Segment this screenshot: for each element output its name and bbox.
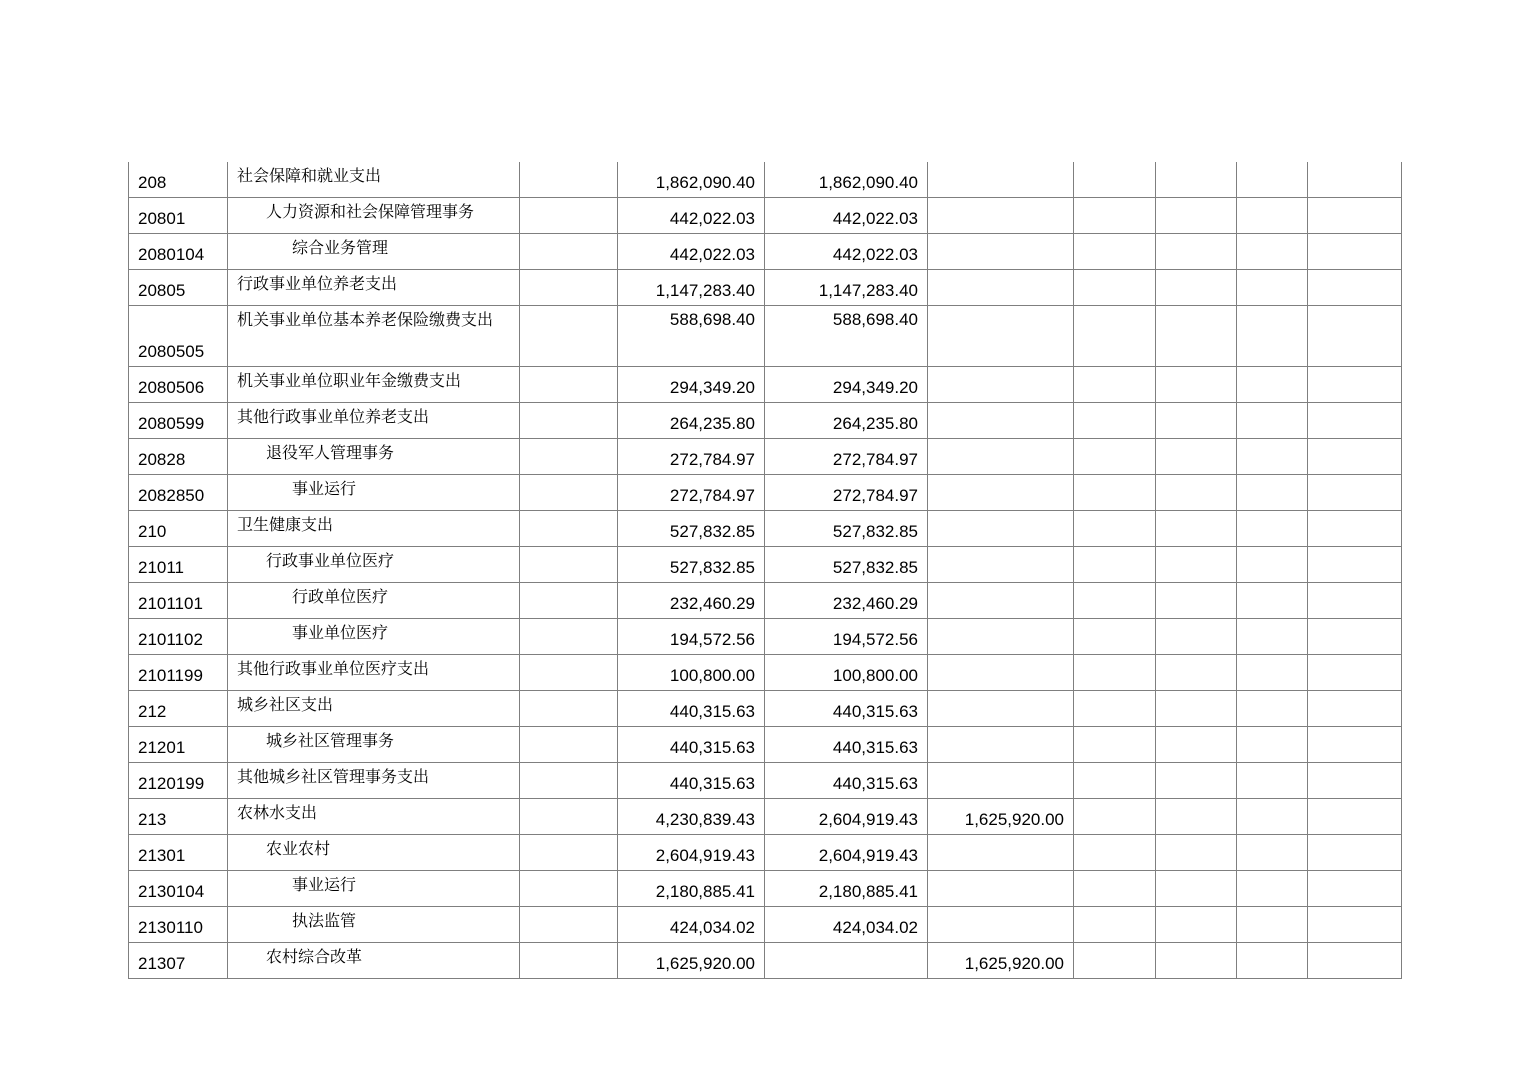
row-code: 2130110 [129,907,228,943]
row-basic-amount: 527,832.85 [765,511,928,547]
table-row [129,763,1402,799]
row-col10-cell [1308,403,1402,439]
row-col10-cell [1308,511,1402,547]
row-col9-cell [1237,511,1308,547]
row-total-amount: 4,230,839.43 [618,799,765,835]
row-total-amount: 1,147,283.40 [618,270,765,306]
row-col8-cell [1156,198,1237,234]
row-basic-amount: 424,034.02 [765,907,928,943]
row-col7-cell [1074,403,1156,439]
row-col9-cell [1237,691,1308,727]
row-code: 210 [129,511,228,547]
table-row [129,234,1402,270]
row-col9-cell [1237,727,1308,763]
row-col3-cell [520,162,618,198]
table-row [129,727,1402,763]
row-col3-cell [520,871,618,907]
row-code: 2080104 [129,234,228,270]
row-project-amount [928,691,1074,727]
row-basic-amount: 272,784.97 [765,475,928,511]
row-col8-cell [1156,763,1237,799]
row-col3-cell [520,799,618,835]
row-total-amount: 442,022.03 [618,234,765,270]
row-basic-amount: 264,235.80 [765,403,928,439]
row-col10-cell [1308,871,1402,907]
table-row [129,583,1402,619]
row-name: 事业单位医疗 [228,619,520,655]
row-project-amount [928,306,1074,367]
row-col3-cell [520,727,618,763]
row-col9-cell [1237,234,1308,270]
row-name: 其他行政事业单位医疗支出 [228,655,520,691]
row-code: 213 [129,799,228,835]
row-col10-cell [1308,727,1402,763]
row-total-amount: 1,625,920.00 [618,943,765,979]
row-project-amount [928,583,1074,619]
table-row [129,943,1402,979]
row-basic-amount: 2,604,919.43 [765,799,928,835]
row-total-amount: 440,315.63 [618,727,765,763]
row-col9-cell [1237,835,1308,871]
row-code: 21201 [129,727,228,763]
row-col3-cell [520,475,618,511]
row-col9-cell [1237,799,1308,835]
row-project-amount [928,547,1074,583]
row-basic-amount: 442,022.03 [765,234,928,270]
row-project-amount [928,907,1074,943]
row-basic-amount: 194,572.56 [765,619,928,655]
row-col7-cell [1074,727,1156,763]
row-col3-cell [520,655,618,691]
row-col8-cell [1156,234,1237,270]
table-row [129,403,1402,439]
row-col9-cell [1237,475,1308,511]
row-code: 20805 [129,270,228,306]
row-total-amount: 232,460.29 [618,583,765,619]
row-col7-cell [1074,511,1156,547]
row-col3-cell [520,943,618,979]
row-col7-cell [1074,799,1156,835]
row-total-amount: 527,832.85 [618,511,765,547]
row-code: 21301 [129,835,228,871]
table-row [129,799,1402,835]
row-col9-cell [1237,943,1308,979]
row-project-amount [928,198,1074,234]
row-col10-cell [1308,835,1402,871]
row-project-amount [928,234,1074,270]
row-col3-cell [520,763,618,799]
row-name: 卫生健康支出 [228,511,520,547]
row-col7-cell [1074,234,1156,270]
row-col8-cell [1156,511,1237,547]
row-col7-cell [1074,583,1156,619]
row-total-amount: 1,862,090.40 [618,162,765,198]
row-col3-cell [520,198,618,234]
row-name: 其他城乡社区管理事务支出 [228,763,520,799]
row-col7-cell [1074,306,1156,367]
row-col10-cell [1308,691,1402,727]
row-col8-cell [1156,835,1237,871]
table-row [129,547,1402,583]
row-name: 社会保障和就业支出 [228,162,520,198]
row-col10-cell [1308,475,1402,511]
row-col9-cell [1237,907,1308,943]
row-col10-cell [1308,234,1402,270]
row-col8-cell [1156,306,1237,367]
row-project-amount: 1,625,920.00 [928,943,1074,979]
row-basic-amount: 232,460.29 [765,583,928,619]
table-row [129,871,1402,907]
table-row [129,655,1402,691]
row-col8-cell [1156,403,1237,439]
row-total-amount: 2,604,919.43 [618,835,765,871]
row-col8-cell [1156,547,1237,583]
row-col8-cell [1156,871,1237,907]
row-basic-amount: 442,022.03 [765,198,928,234]
row-basic-amount [765,943,928,979]
row-col8-cell [1156,162,1237,198]
row-basic-amount: 588,698.40 [765,306,928,367]
row-col8-cell [1156,583,1237,619]
row-col3-cell [520,306,618,367]
row-project-amount [928,871,1074,907]
row-col8-cell [1156,943,1237,979]
row-col8-cell [1156,691,1237,727]
row-total-amount: 194,572.56 [618,619,765,655]
row-col9-cell [1237,763,1308,799]
row-basic-amount: 527,832.85 [765,547,928,583]
row-col8-cell [1156,439,1237,475]
table-row [129,691,1402,727]
row-project-amount [928,367,1074,403]
row-col10-cell [1308,162,1402,198]
row-code: 20801 [129,198,228,234]
row-col7-cell [1074,162,1156,198]
row-total-amount: 294,349.20 [618,367,765,403]
row-code: 2130104 [129,871,228,907]
row-code: 2101199 [129,655,228,691]
row-name: 农业农村 [228,835,520,871]
row-col9-cell [1237,871,1308,907]
row-total-amount: 440,315.63 [618,763,765,799]
row-project-amount [928,727,1074,763]
row-col10-cell [1308,439,1402,475]
row-name: 机关事业单位基本养老保险缴费支出 [228,306,520,367]
row-project-amount [928,475,1074,511]
row-name: 人力资源和社会保障管理事务 [228,198,520,234]
table-row [129,907,1402,943]
row-col9-cell [1237,655,1308,691]
row-col10-cell [1308,763,1402,799]
row-col10-cell [1308,943,1402,979]
row-basic-amount: 440,315.63 [765,763,928,799]
row-total-amount: 588,698.40 [618,306,765,367]
row-col10-cell [1308,306,1402,367]
row-col9-cell [1237,198,1308,234]
table-row [129,439,1402,475]
row-project-amount [928,655,1074,691]
budget-table [128,162,1402,979]
row-col9-cell [1237,583,1308,619]
row-col7-cell [1074,763,1156,799]
row-col8-cell [1156,270,1237,306]
row-col3-cell [520,583,618,619]
row-col3-cell [520,691,618,727]
row-basic-amount: 1,862,090.40 [765,162,928,198]
row-name: 城乡社区支出 [228,691,520,727]
table-row [129,162,1402,198]
row-name: 事业运行 [228,871,520,907]
table-row [129,835,1402,871]
row-name: 行政事业单位医疗 [228,547,520,583]
row-col7-cell [1074,270,1156,306]
row-col7-cell [1074,439,1156,475]
table-row [129,619,1402,655]
row-project-amount [928,403,1074,439]
row-project-amount [928,763,1074,799]
row-col3-cell [520,403,618,439]
row-name: 城乡社区管理事务 [228,727,520,763]
row-col10-cell [1308,619,1402,655]
row-col8-cell [1156,619,1237,655]
row-project-amount [928,270,1074,306]
row-name: 退役军人管理事务 [228,439,520,475]
row-basic-amount: 1,147,283.40 [765,270,928,306]
table-row [129,270,1402,306]
table-row [129,475,1402,511]
row-col10-cell [1308,198,1402,234]
row-col9-cell [1237,306,1308,367]
row-col7-cell [1074,835,1156,871]
row-total-amount: 264,235.80 [618,403,765,439]
row-col3-cell [520,367,618,403]
row-col3-cell [520,439,618,475]
row-col10-cell [1308,547,1402,583]
row-basic-amount: 2,604,919.43 [765,835,928,871]
row-code: 208 [129,162,228,198]
row-total-amount: 272,784.97 [618,439,765,475]
row-code: 212 [129,691,228,727]
row-col8-cell [1156,655,1237,691]
table-row [129,198,1402,234]
row-col9-cell [1237,162,1308,198]
row-col10-cell [1308,655,1402,691]
row-col8-cell [1156,475,1237,511]
row-col7-cell [1074,475,1156,511]
row-code: 20828 [129,439,228,475]
row-col8-cell [1156,799,1237,835]
table-row [129,511,1402,547]
row-name: 农村综合改革 [228,943,520,979]
row-col7-cell [1074,655,1156,691]
row-total-amount: 272,784.97 [618,475,765,511]
row-col10-cell [1308,270,1402,306]
row-col10-cell [1308,799,1402,835]
row-basic-amount: 440,315.63 [765,727,928,763]
row-project-amount [928,439,1074,475]
row-basic-amount: 294,349.20 [765,367,928,403]
row-project-amount [928,511,1074,547]
row-name: 农林水支出 [228,799,520,835]
row-col7-cell [1074,547,1156,583]
row-col9-cell [1237,619,1308,655]
row-project-amount [928,619,1074,655]
row-col9-cell [1237,439,1308,475]
row-code: 2101101 [129,583,228,619]
row-basic-amount: 2,180,885.41 [765,871,928,907]
row-basic-amount: 440,315.63 [765,691,928,727]
row-code: 2080505 [129,306,228,367]
row-name: 行政单位医疗 [228,583,520,619]
row-code: 2101102 [129,619,228,655]
row-col3-cell [520,907,618,943]
row-col3-cell [520,234,618,270]
row-col9-cell [1237,270,1308,306]
row-col8-cell [1156,727,1237,763]
row-col9-cell [1237,403,1308,439]
row-project-amount [928,162,1074,198]
row-code: 2120199 [129,763,228,799]
row-col3-cell [520,835,618,871]
row-name: 事业运行 [228,475,520,511]
row-col3-cell [520,270,618,306]
row-code: 2080599 [129,403,228,439]
row-col3-cell [520,619,618,655]
row-col7-cell [1074,198,1156,234]
row-total-amount: 442,022.03 [618,198,765,234]
row-col7-cell [1074,367,1156,403]
row-name: 行政事业单位养老支出 [228,270,520,306]
row-col10-cell [1308,583,1402,619]
table-row [129,306,1402,367]
row-name: 综合业务管理 [228,234,520,270]
row-col8-cell [1156,367,1237,403]
row-name: 其他行政事业单位养老支出 [228,403,520,439]
row-total-amount: 440,315.63 [618,691,765,727]
row-project-amount [928,835,1074,871]
row-col9-cell [1237,367,1308,403]
row-col7-cell [1074,871,1156,907]
row-col10-cell [1308,907,1402,943]
row-code: 2082850 [129,475,228,511]
row-col3-cell [520,511,618,547]
row-code: 21011 [129,547,228,583]
row-code: 21307 [129,943,228,979]
row-col7-cell [1074,943,1156,979]
row-total-amount: 527,832.85 [618,547,765,583]
row-col9-cell [1237,547,1308,583]
row-name: 机关事业单位职业年金缴费支出 [228,367,520,403]
table-row [129,367,1402,403]
row-basic-amount: 272,784.97 [765,439,928,475]
row-col8-cell [1156,907,1237,943]
row-col7-cell [1074,691,1156,727]
row-col10-cell [1308,367,1402,403]
row-name: 执法监管 [228,907,520,943]
row-basic-amount: 100,800.00 [765,655,928,691]
row-total-amount: 2,180,885.41 [618,871,765,907]
row-col3-cell [520,547,618,583]
row-code: 2080506 [129,367,228,403]
row-total-amount: 100,800.00 [618,655,765,691]
row-project-amount: 1,625,920.00 [928,799,1074,835]
row-col7-cell [1074,619,1156,655]
row-col7-cell [1074,907,1156,943]
row-total-amount: 424,034.02 [618,907,765,943]
